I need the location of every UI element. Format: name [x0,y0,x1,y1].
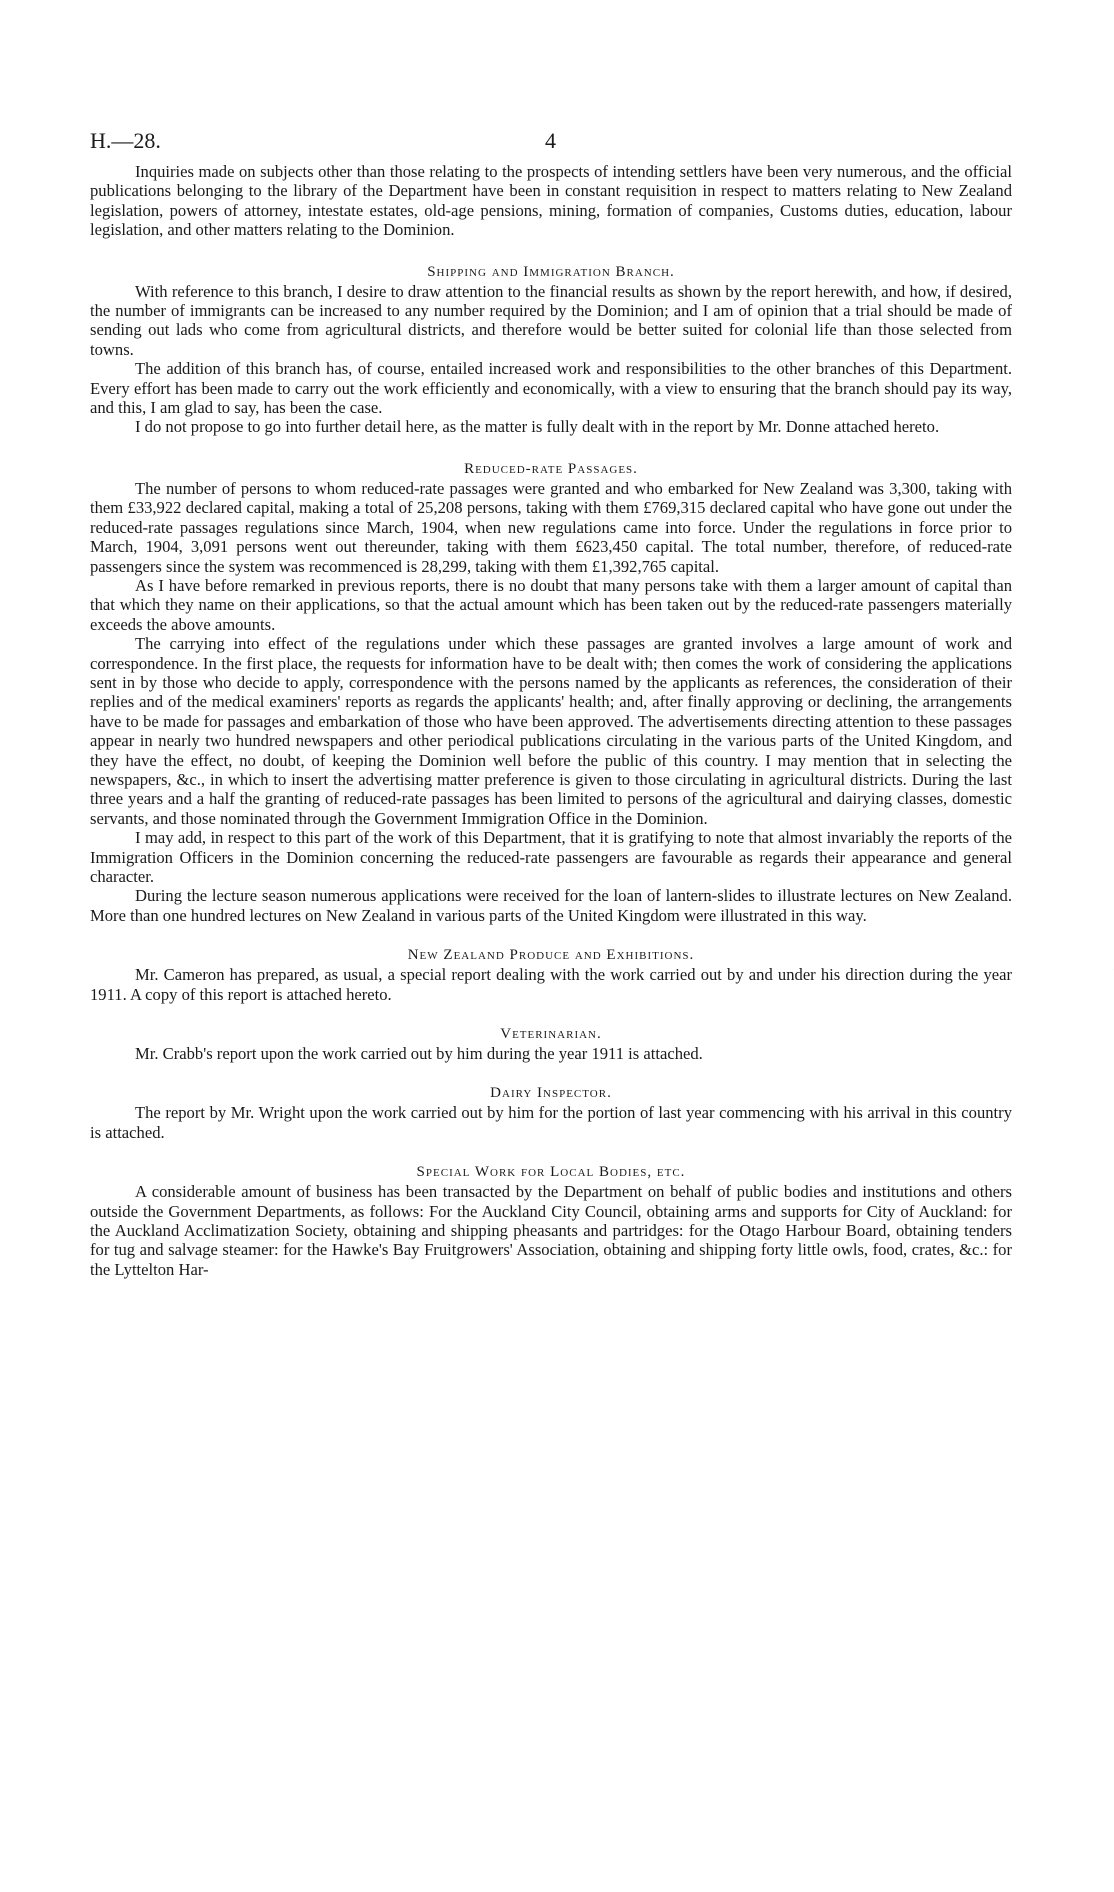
section-heading: Shipping and Immigration Branch. [427,263,675,280]
paragraph: A considerable amount of business has been transacted by the Department on behalf of public bodies and institutions and others outside the Government Departments, as follows: For the Auckland City Council, obtaining arms and supports for City of Auckland: for the Auckland Acclimatization Society, obtaining and shipping pheasants and partridges: for the Otago Harbour Board, obtaining tenders for tug and salvage steamer: for the Hawke's Bay Fruitgrowers' Association, obtaining and shipping forty little owls, food, crates, &c.: for the Lyttelton Har- [90,1182,1012,1279]
page-header [90,128,1012,162]
paragraph: With reference to this branch, I desire to draw attention to the financial results as shown by the report herewith, and how, if desired, the number of immigrants can be increased to any number required by the Dominion; and I am of opinion that a trial should be made of sending out lads who come from agricultural districts, and therefore would be better suited for colonial life than those selected from towns. [90,281,1012,359]
section-heading: New Zealand Produce and Exhibitions. [407,947,695,964]
section-dairy-inspector [90,1083,1012,1142]
margin-mark [1106,958,1114,970]
paragraph: I do not propose to go into further detail here, as the matter is fully dealt with in the report by Mr. Donne attached hereto. [135,417,940,437]
section-veterinarian [90,1024,1012,1063]
paragraph: As I have before remarked in previous reports, there is no doubt that many persons take with them a larger amount of capital than that which they name on their applications, so that the actual amount which has been taken out by the reduced-rate passengers materially exceeds the above amounts. [90,575,1012,634]
paragraph: The addition of this branch has, of course, entailed increased work and responsibilities to the other branches of this Department. Every effort has been made to carry out the work efficiently and economically, with a view to ensuring that the branch should pay its way, and this, I am glad to say, has been the case. [90,359,1012,418]
paragraph: The report by Mr. Wright upon the work carried out by him for the portion of last year commencing with his arrival in this country is attached. [90,1103,1012,1142]
page-number: 4 [545,128,556,153]
paragraph: During the lecture season numerous applications were received for the loan of lantern-slides to illustrate lectures on New Zealand. More than one hundred lectures on New Zealand in various parts of the United Kingdom were illustrated in this way. [90,886,1012,925]
section-shipping-immigration [90,262,1012,437]
section-heading: Veterinarian. [500,1026,602,1043]
paragraph: The number of persons to whom reduced-rate passages were granted and who embarked for New Zealand was 3,300, taking with them £33,922 declared capital, making a total of 25,208 persons, taking with them £769,315 declared capital who have gone out under the reduced-rate passages regulations since March, 1904, when new regulations came into force. Under the regulations in force prior to March, 1904, 3,091 persons went out thereunder, taking with them £623,450 capital. The total number, therefore, of reduced-rate passengers since the system was recommenced is 28,299, taking with them £1,392,765 capital. [90,478,1012,576]
document-page [90,128,1012,1279]
section-reduced-rate-passages [90,459,1012,925]
paragraph: Mr. Cameron has prepared, as usual, a special report dealing with the work carried out by and under his direction during the year 1911. A copy of this report is attached hereto. [90,965,1012,1004]
section-special-work [90,1162,1012,1279]
paragraph: Mr. Crabb's report upon the work carried out by him during the year 1911 is attached. [135,1044,703,1064]
section-heading: Dairy Inspector. [490,1085,612,1102]
document-reference: H.—28. [90,128,161,153]
section-heading: Reduced-rate Passages. [464,460,638,477]
section-produce-exhibitions [90,945,1012,1004]
paragraph: The carrying into effect of the regulations under which these passages are granted involves a large amount of work and correspondence. In the first place, the requests for information have to be dealt with; then comes the work of considering the applications sent in by those who decide to apply, correspondence with the persons named by the applicants as references, the consideration of their replies and of the medical examiners' reports as regards the applicants' health; and, after finally approving or declining, the arrangements have to be made for passages and embarkation of those who have been approved. The advertisements directing attention to these passages appear in nearly two hundred newspapers and other periodical publications circulating in the various parts of the United Kingdom, and they have the effect, no doubt, of keeping the Dominion well before the public of this country. I may mention that in selecting the newspapers, &c., in which to insert the advertising matter preference is given to those circulating in agricultural districts. During the last three years and a half the granting of reduced-rate passages has been limited to persons of the agricultural and dairying classes, domestic servants, and those nominated through the Government Immigration Office in the Dominion. [90,634,1012,828]
intro-paragraph: Inquiries made on subjects other than those relating to the prospects of intending settlers have been very numerous, and the official publications belonging to the library of the Department have been in constant requisition in respect to matters relating to New Zealand legislation, powers of attorney, intestate estates, old-age pensions, mining, formation of companies, Customs duties, education, labour legislation, and other matters relating to the Dominion. [90,162,1012,240]
section-heading: Special Work for Local Bodies, etc. [416,1164,686,1181]
paragraph: I may add, in respect to this part of the work of this Department, that it is gratifying to note that almost invariably the reports of the Immigration Officers in the Dominion concerning the reduced-rate passengers are favourable as regards their appearance and general character. [90,828,1012,886]
